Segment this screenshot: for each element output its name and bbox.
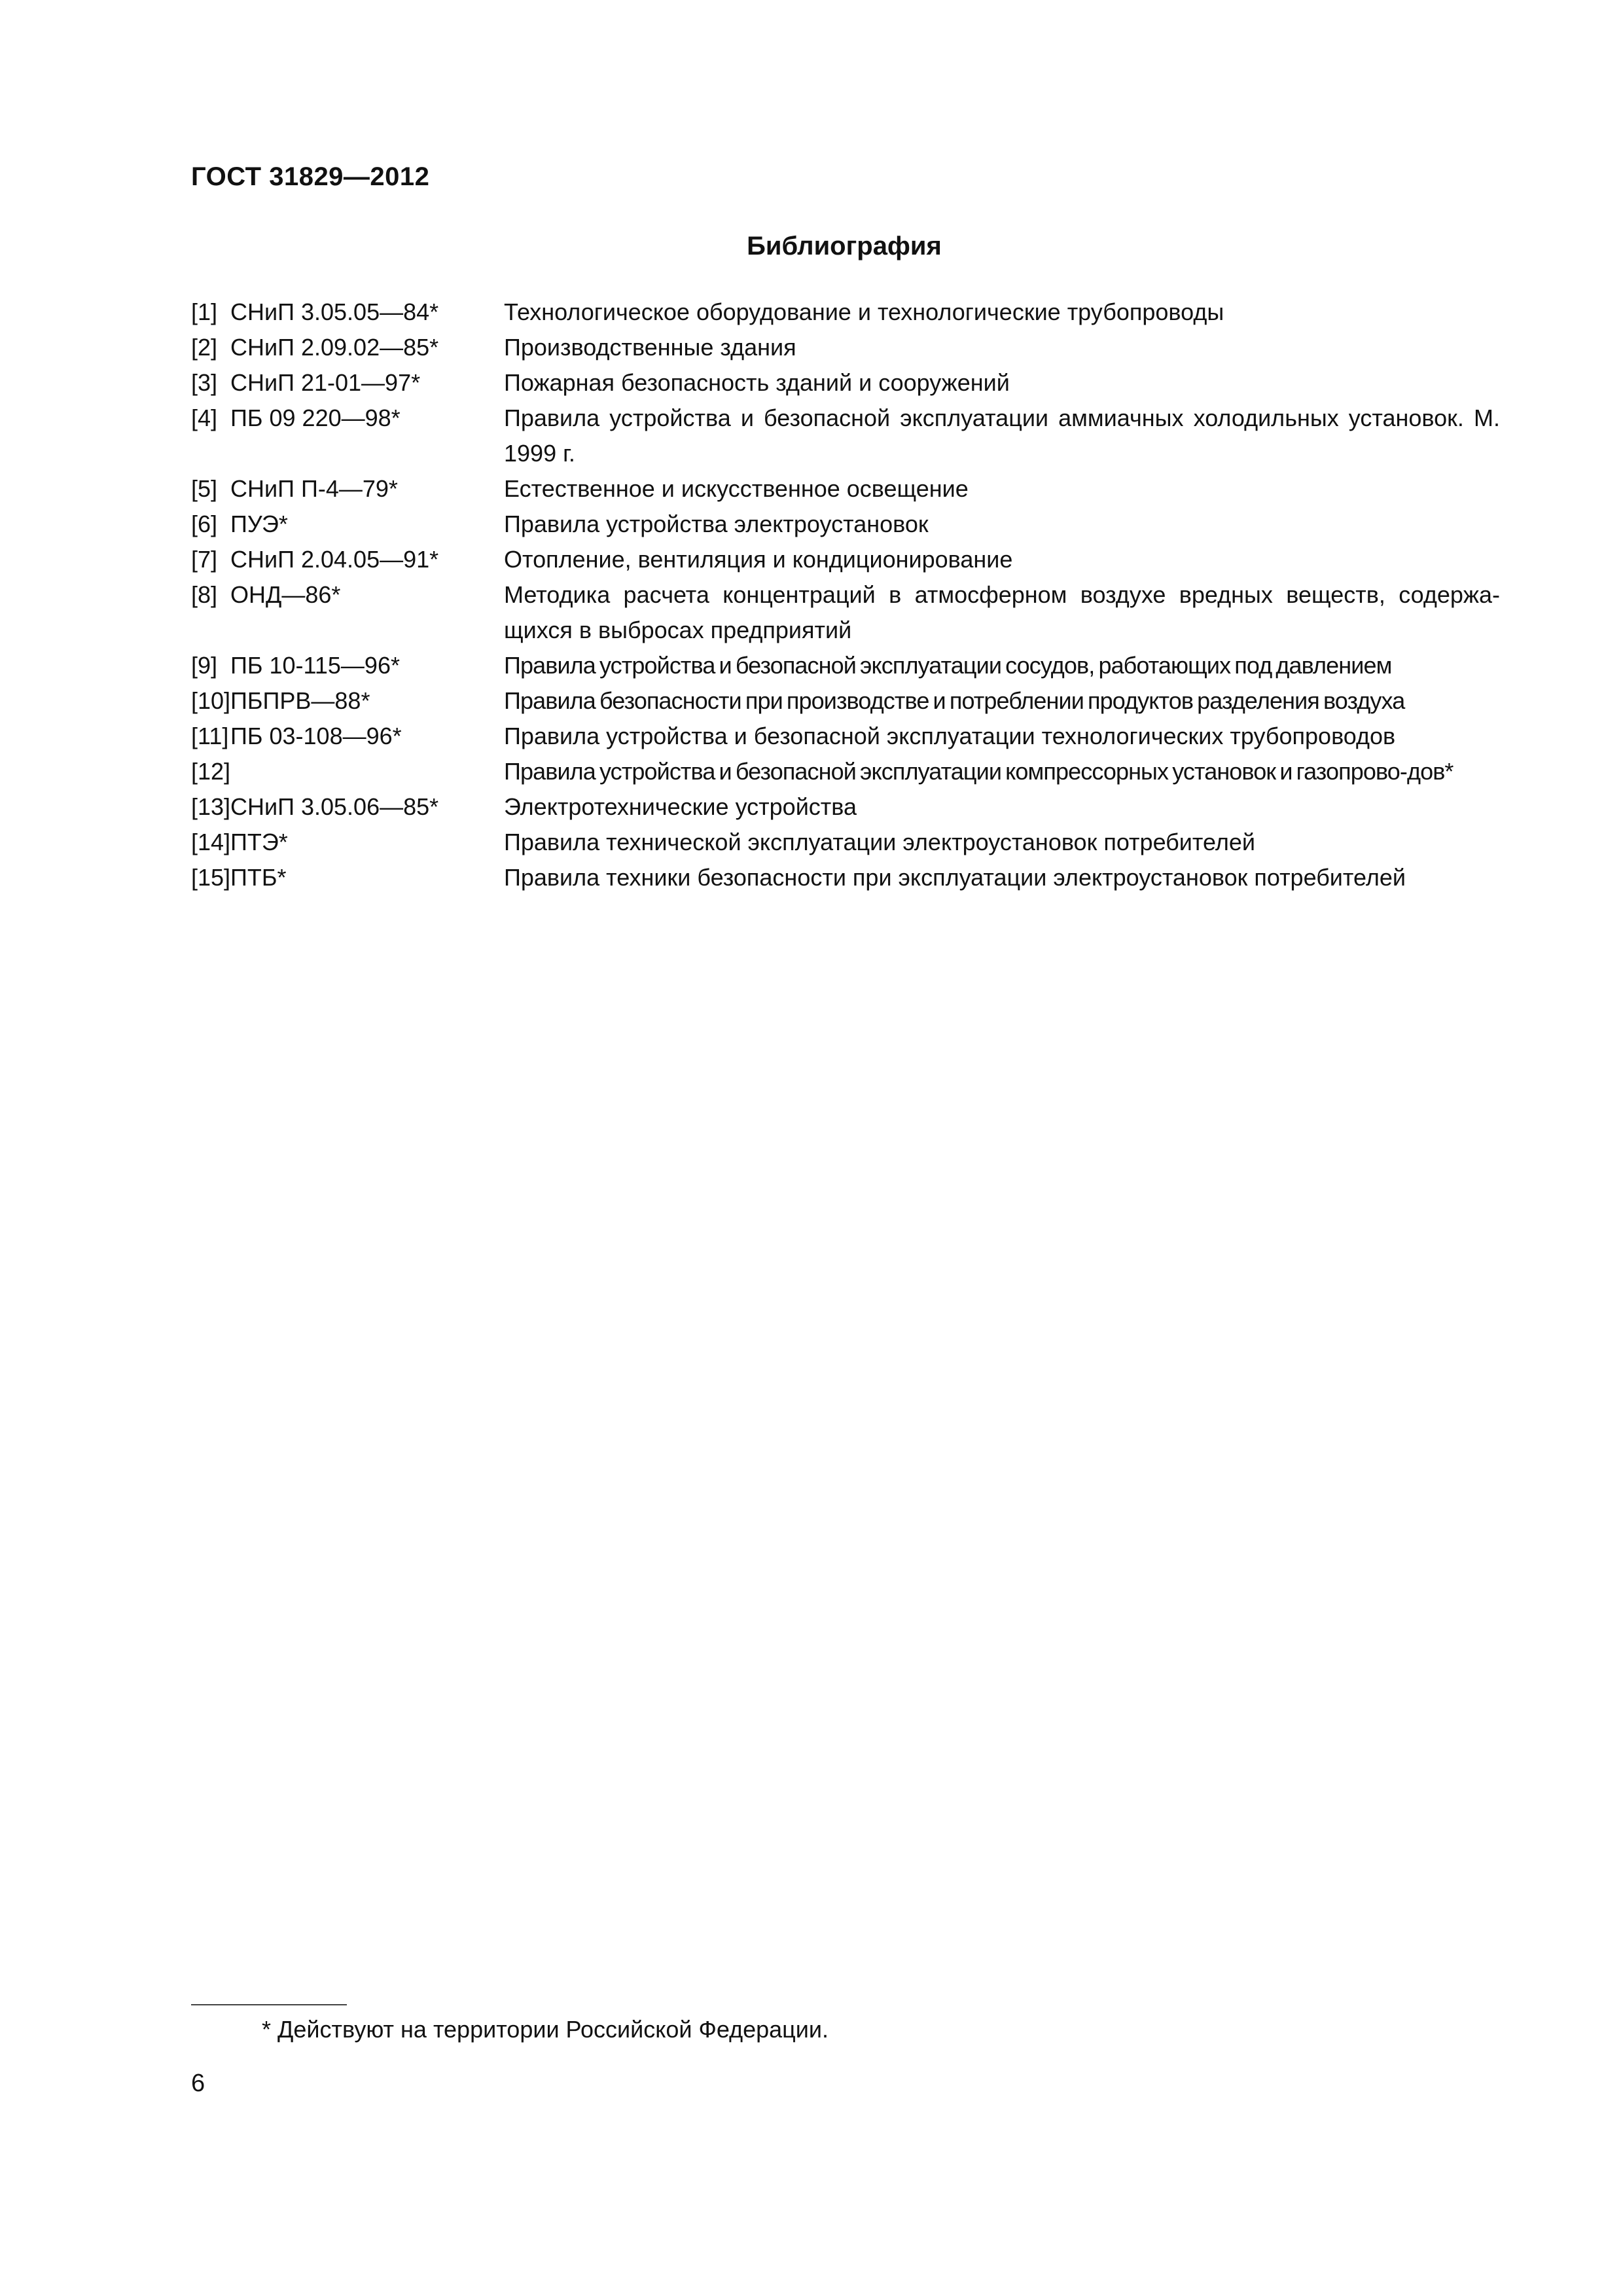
- entry-code: ПБ 09 220—98*: [230, 404, 401, 431]
- bibliography-entry: [191, 860, 1500, 895]
- footnote: * Действуют на территории Российской Федерации.: [262, 2016, 829, 2043]
- entry-number: [3]: [191, 369, 218, 396]
- entry-number: [1]: [191, 298, 218, 325]
- entry-title: Правила устройства электроустановок: [504, 511, 929, 537]
- entry-number: [5]: [191, 475, 218, 502]
- bibliography-list: [191, 295, 1500, 895]
- bibliography-entry: [191, 507, 1500, 542]
- entry-title: Правила устройства и безопасной эксплуатации аммиачных холодильных установок. М. 1999 г.: [504, 404, 1500, 467]
- entry-number: [13]: [191, 793, 231, 820]
- entry-code: ПБ 10-115—96*: [230, 652, 400, 679]
- bibliography-entry: [191, 401, 1500, 471]
- entry-number: [14]: [191, 829, 231, 855]
- entry-code: ПБПРВ—88*: [230, 687, 370, 714]
- bibliography-entry: [191, 789, 1500, 825]
- entry-title: Правила устройства и безопасной эксплуатации компрессорных установок и газопрово-дов*: [504, 758, 1454, 785]
- entry-number: [12]: [191, 758, 231, 785]
- entry-title: Правила технической эксплуатации электроустановок потребителей: [504, 829, 1255, 855]
- bibliography-entry: [191, 542, 1500, 577]
- entry-code: СНиП 21-01—97*: [230, 369, 421, 396]
- bibliography-entry: [191, 825, 1500, 860]
- entry-number: [11]: [191, 723, 229, 749]
- entry-number: [15]: [191, 864, 231, 891]
- page-number: 6: [191, 2070, 205, 2097]
- bibliography-title: Библиография: [747, 232, 942, 260]
- entry-code: ПТЭ*: [230, 829, 288, 855]
- entry-number: [8]: [191, 581, 218, 608]
- bibliography-entry: [191, 719, 1500, 754]
- entry-title: Методика расчета концентраций в атмосферном воздухе вредных веществ, содержа-щихся в выбросах предприятий: [504, 581, 1500, 643]
- entry-number: [2]: [191, 334, 218, 361]
- entry-code: ПУЭ*: [230, 511, 288, 537]
- footnote-separator: [191, 2004, 347, 2005]
- bibliography-entry: [191, 683, 1500, 719]
- bibliography-entry: [191, 577, 1500, 648]
- entry-title: Электротехнические устройства: [504, 793, 857, 820]
- entry-code: СНиП 3.05.06—85*: [230, 793, 439, 820]
- bibliography-entry: [191, 471, 1500, 507]
- entry-code: СНиП 3.05.05—84*: [230, 298, 439, 325]
- bibliography-entry: [191, 330, 1500, 365]
- entry-title: Правила безопасности при производстве и потреблении продуктов разделения воздуха: [504, 687, 1405, 714]
- entry-number: [6]: [191, 511, 218, 537]
- entry-code: ПТБ*: [230, 864, 287, 891]
- entry-title: Производственные здания: [504, 334, 796, 361]
- entry-number: [7]: [191, 546, 218, 573]
- bibliography-entry: [191, 365, 1500, 401]
- entry-title: Правила устройства и безопасной эксплуатации технологических трубопроводов: [504, 723, 1396, 749]
- bibliography-entry: [191, 295, 1500, 330]
- bibliography-entry: [191, 754, 1500, 789]
- entry-code: СНиП 2.04.05—91*: [230, 546, 439, 573]
- entry-title: Правила устройства и безопасной эксплуатации сосудов, работающих под давлением: [504, 652, 1392, 679]
- entry-title: Технологическое оборудование и технологические трубопроводы: [504, 298, 1224, 325]
- entry-code: ПБ 03-108—96*: [230, 723, 402, 749]
- entry-number: [4]: [191, 404, 218, 431]
- entry-title: Правила техники безопасности при эксплуатации электроустановок потребителей: [504, 864, 1406, 891]
- entry-code: СНиП 2.09.02—85*: [230, 334, 439, 361]
- entry-title: Отопление, вентиляция и кондиционирование: [504, 546, 1013, 573]
- entry-code: СНиП П-4—79*: [230, 475, 398, 502]
- entry-code: [230, 754, 504, 789]
- entry-code: ОНД—86*: [230, 581, 341, 608]
- document-header: ГОСТ 31829—2012: [191, 162, 430, 191]
- bibliography-entry: [191, 648, 1500, 683]
- entry-title: Пожарная безопасность зданий и сооружений: [504, 369, 1010, 396]
- entry-number: [10]: [191, 687, 231, 714]
- entry-number: [9]: [191, 652, 218, 679]
- entry-title: Естественное и искусственное освещение: [504, 475, 969, 502]
